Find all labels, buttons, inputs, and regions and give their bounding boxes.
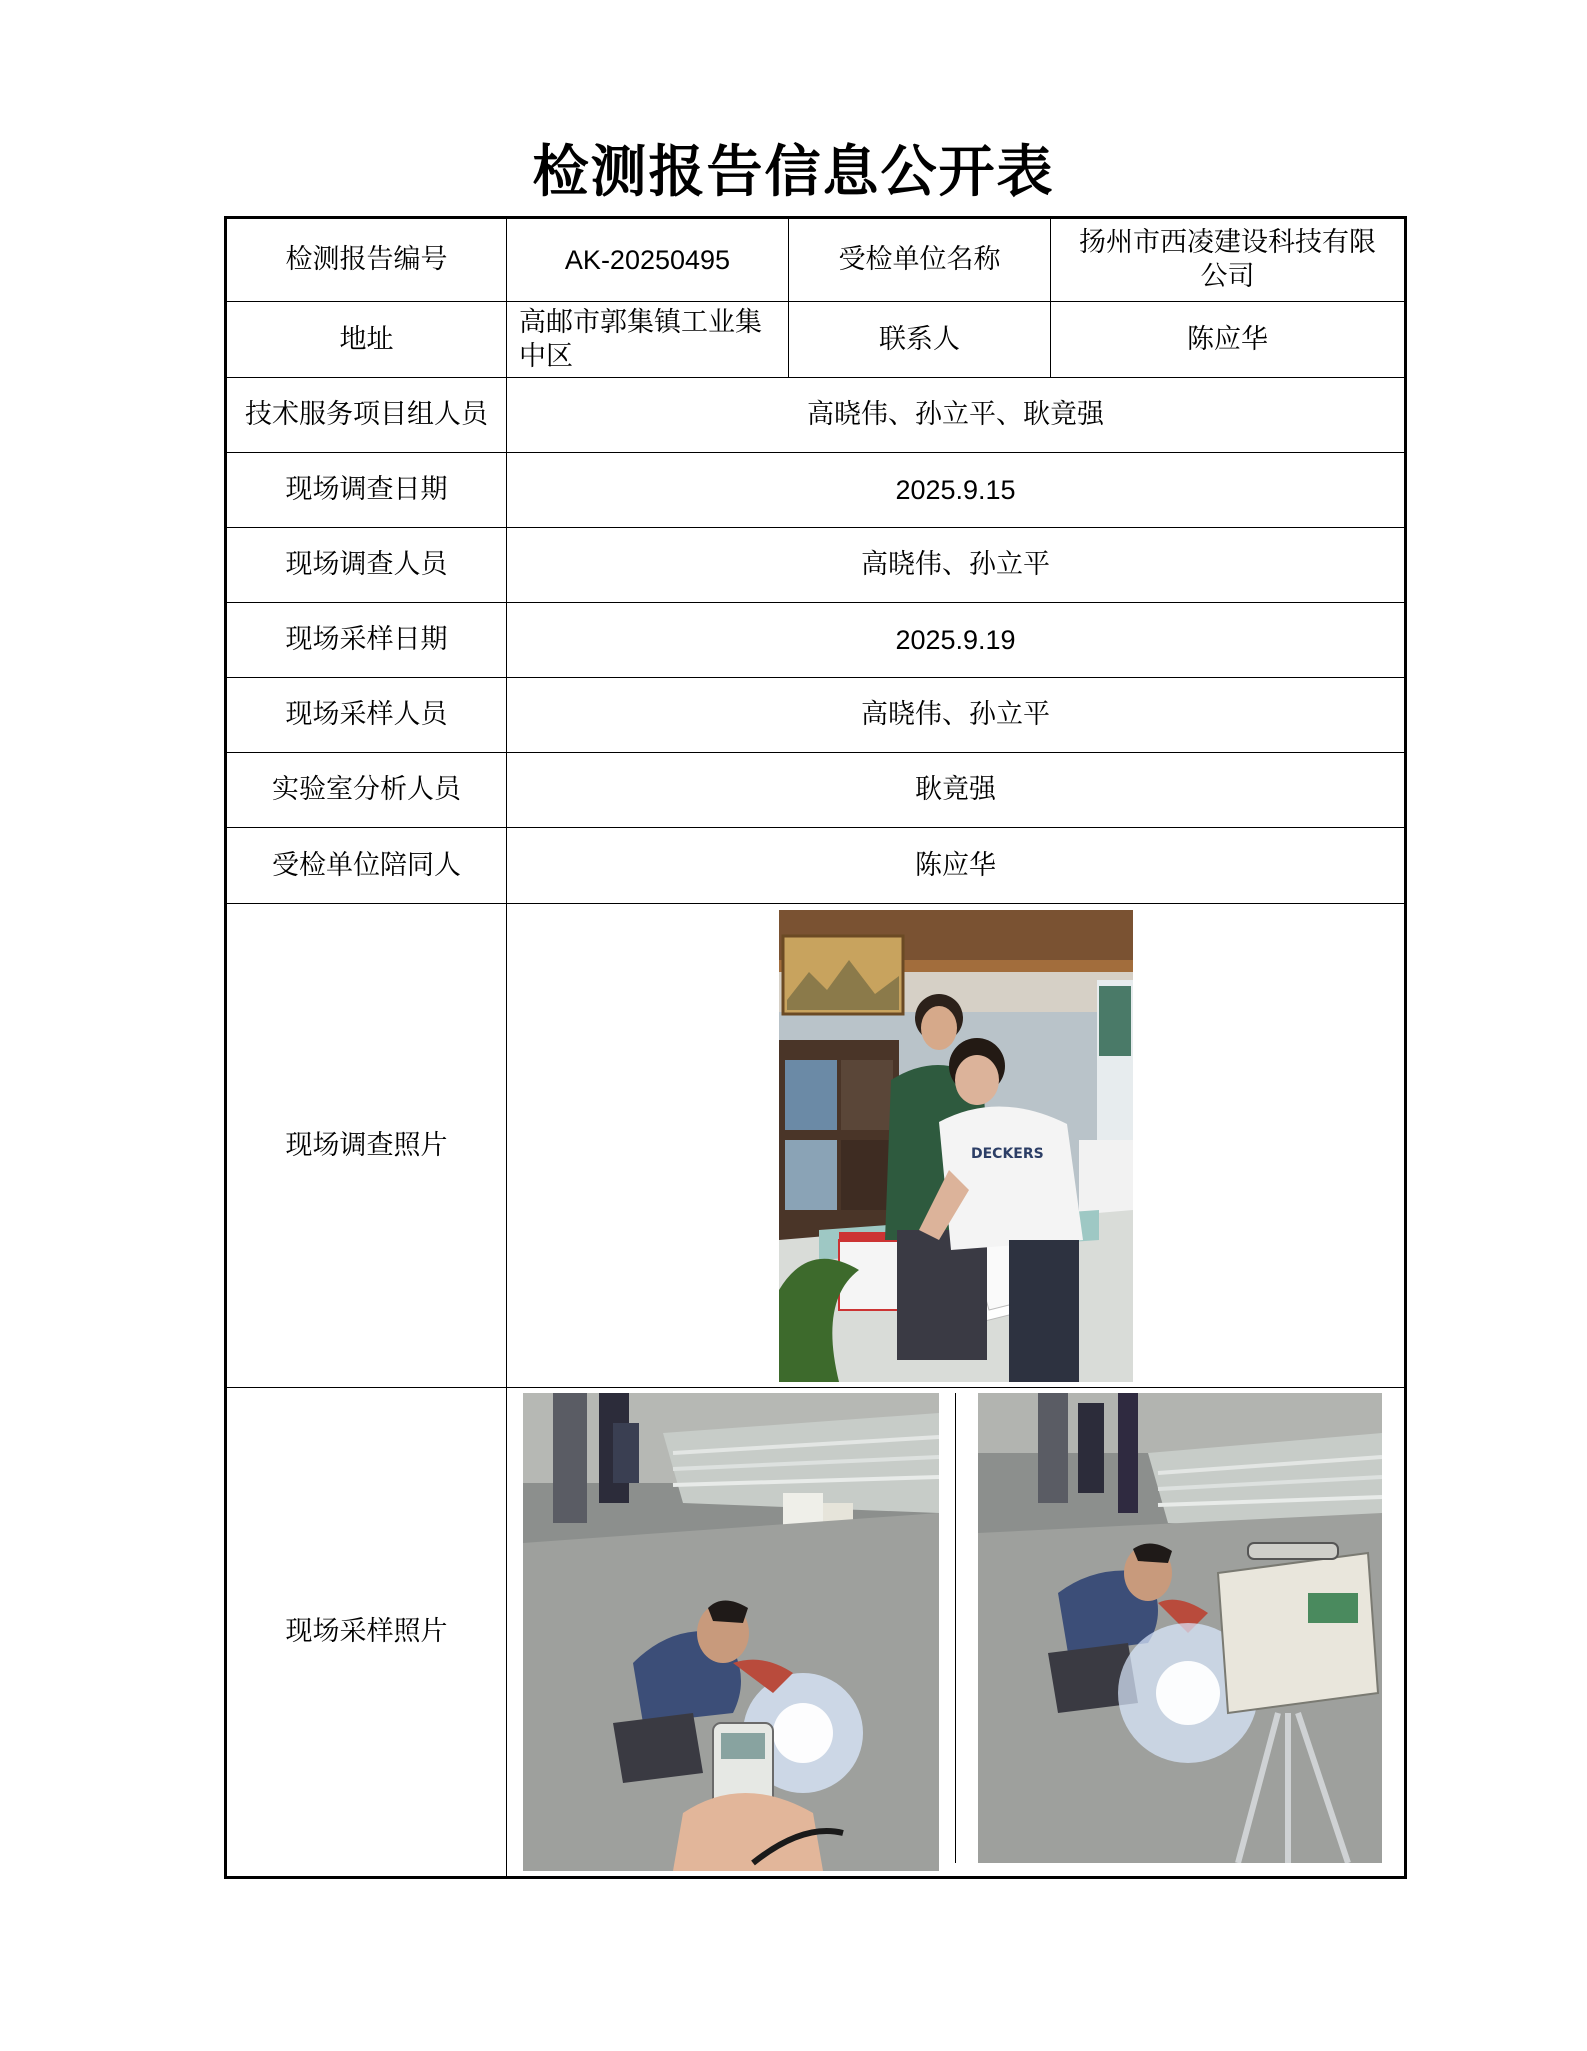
- escort-label: 受检单位陪同人: [226, 828, 507, 904]
- shirt-print: DECKERS: [970, 1145, 1044, 1162]
- sampling-photo-right: [955, 1393, 1404, 1863]
- survey-photo-cell: [507, 904, 1406, 1388]
- team-label: 技术服务项目组人员: [226, 378, 507, 453]
- survey-staff-label: 现场调查人员: [226, 528, 507, 603]
- survey-photo-image: [779, 910, 1133, 1382]
- table-row: [226, 302, 1406, 378]
- sampling-photo-label: 现场采样照片: [226, 1388, 507, 1878]
- contact-label: 联系人: [789, 302, 1051, 378]
- table-row: [226, 453, 1406, 528]
- sampling-date-label: 现场采样日期: [226, 603, 507, 678]
- survey-photo-label: 现场调查照片: [226, 904, 507, 1388]
- lab-staff-value: 耿竟强: [507, 753, 1406, 828]
- report-info-table: [224, 216, 1407, 1879]
- sampling-photo-left: [507, 1393, 955, 1871]
- sampling-photos: [507, 1393, 1404, 1871]
- survey-date-label: 现场调查日期: [226, 453, 507, 528]
- sampling-staff-value: 高晓伟、孙立平: [507, 678, 1406, 753]
- table-row: [226, 528, 1406, 603]
- client-value: 扬州市西凌建设科技有限公司: [1051, 218, 1406, 302]
- sampling-photo-cell: [507, 1388, 1406, 1878]
- sampling-photo-image-1: [523, 1393, 939, 1871]
- table-row: [226, 678, 1406, 753]
- table-row: [226, 828, 1406, 904]
- address-value: 高邮市郭集镇工业集中区: [507, 302, 789, 378]
- table-row: [226, 603, 1406, 678]
- team-value: 高晓伟、孙立平、耿竟强: [507, 378, 1406, 453]
- survey-photo: [779, 910, 1133, 1382]
- sampling-staff-label: 现场采样人员: [226, 678, 507, 753]
- contact-value: 陈应华: [1051, 302, 1406, 378]
- sampling-date-value: 2025.9.19: [507, 603, 1406, 678]
- table-row: [226, 218, 1406, 302]
- survey-date-value: 2025.9.15: [507, 453, 1406, 528]
- survey-staff-value: 高晓伟、孙立平: [507, 528, 1406, 603]
- address-label: 地址: [226, 302, 507, 378]
- table-row: [226, 904, 1406, 1388]
- table-row: [226, 378, 1406, 453]
- escort-value: 陈应华: [507, 828, 1406, 904]
- report-no-label: 检测报告编号: [226, 218, 507, 302]
- report-no-value: AK-20250495: [507, 218, 789, 302]
- table-row: [226, 753, 1406, 828]
- lab-staff-label: 实验室分析人员: [226, 753, 507, 828]
- sampling-photo-image-2: [978, 1393, 1382, 1863]
- client-label: 受检单位名称: [789, 218, 1051, 302]
- table-row: [226, 1388, 1406, 1878]
- page-title: 检测报告信息公开表: [532, 139, 1055, 205]
